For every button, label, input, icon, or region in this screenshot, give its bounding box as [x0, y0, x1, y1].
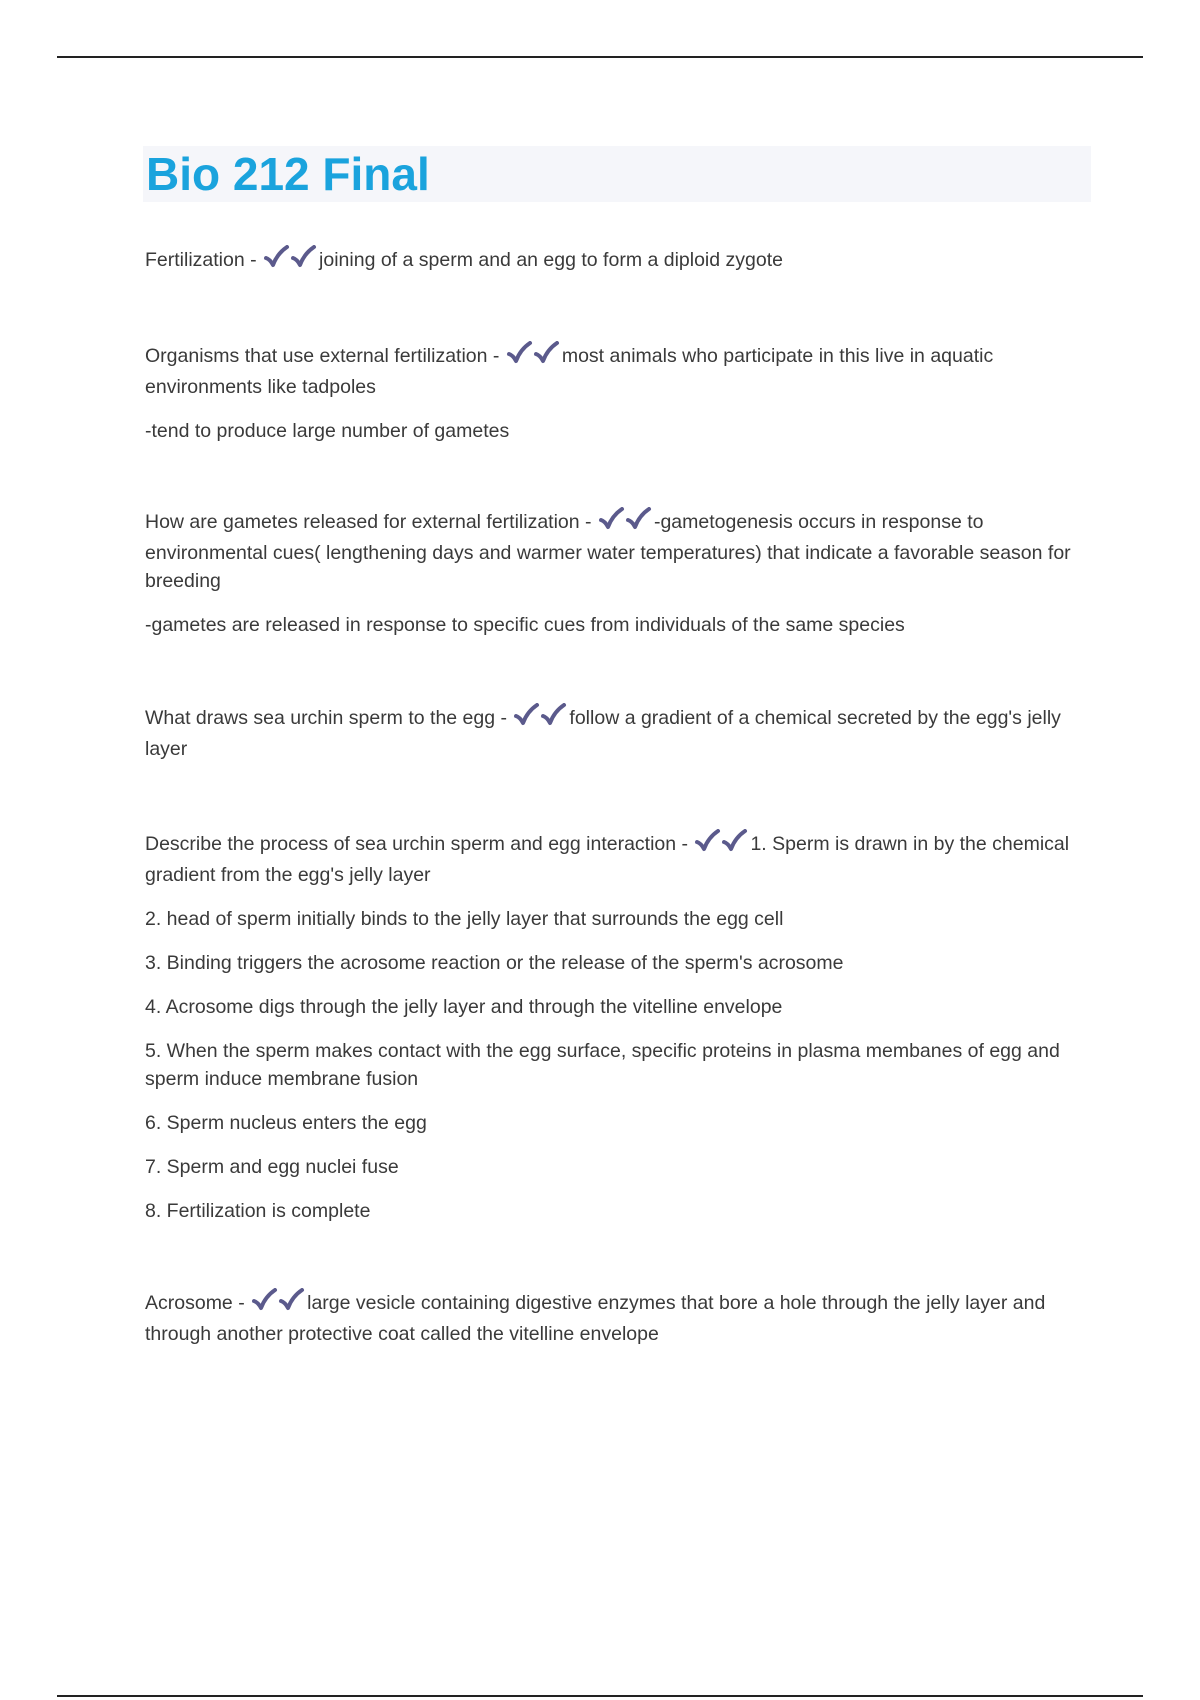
top-rule	[57, 56, 1143, 58]
flashcard-extra-line: -tend to produce large number of gametes	[145, 420, 510, 442]
flashcard	[145, 245, 1095, 277]
double-check-icon	[251, 1288, 305, 1320]
flashcard-question-line	[145, 507, 1095, 595]
double-check-icon	[694, 829, 748, 861]
check-icon	[513, 703, 540, 727]
double-check-icon	[513, 703, 567, 735]
flashcard-answer: most animals who participate in this live in aquatic environments like tadpoles	[145, 345, 994, 398]
flashcard-extra-line: 6. Sperm nucleus enters the egg	[145, 1112, 427, 1134]
flashcard-question-line	[145, 829, 1095, 889]
flashcard-extra-line: 2. head of sperm initially binds to the jelly layer that surrounds the egg cell	[145, 908, 784, 930]
flashcard-extra-line: 3. Binding triggers the acrosome reaction or the release of the sperm's acrosome	[145, 952, 844, 974]
flashcard-term: Describe the process of sea urchin sperm and egg interaction -	[145, 833, 694, 855]
flashcard-answer: 1. Sperm is drawn in by the chemical gradient from the egg's jelly layer	[145, 833, 1070, 886]
flashcard-extra-line: 7. Sperm and egg nuclei fuse	[145, 1156, 399, 1178]
flashcard	[145, 703, 1095, 763]
check-icon	[533, 341, 560, 365]
flashcard-term: Acrosome -	[145, 1292, 251, 1314]
double-check-icon	[506, 341, 560, 373]
flashcard-question-line	[145, 703, 1095, 763]
check-icon	[540, 703, 567, 727]
double-check-icon	[263, 245, 317, 277]
flashcard-extra-line: 5. When the sperm makes contact with the egg surface, specific proteins in plasma membanes of egg and sperm induce membrane fusion	[145, 1040, 1060, 1090]
check-icon	[625, 507, 652, 531]
double-check-icon	[598, 507, 652, 539]
flashcard-answer: follow a gradient of a chemical secreted by the egg's jelly layer	[145, 707, 1061, 760]
check-icon	[251, 1288, 278, 1312]
flashcard	[145, 829, 1095, 1225]
flashcard-question-line	[145, 341, 1095, 401]
flashcard-extra-line: 4. Acrosome digs through the jelly layer and through the vitelline envelope	[145, 996, 783, 1018]
flashcard-answer: large vesicle containing digestive enzymes that bore a hole through the jelly layer and through another protective coat called the vitelline envelope	[145, 1292, 1046, 1345]
document-title: Bio 212 Final	[146, 148, 430, 200]
check-icon	[290, 245, 317, 269]
flashcard-extra-line: -gametes are released in response to specific cues from individuals of the same species	[145, 614, 905, 636]
flashcard	[145, 507, 1095, 639]
flashcard-question-line	[145, 245, 1095, 277]
flashcard	[145, 341, 1095, 445]
check-icon	[506, 341, 533, 365]
flashcard	[145, 1288, 1095, 1348]
bottom-rule	[57, 1695, 1143, 1697]
check-icon	[278, 1288, 305, 1312]
flashcard-question-line	[145, 1288, 1095, 1348]
flashcard-term: Organisms that use external fertilization -	[145, 345, 505, 367]
flashcard-term: What draws sea urchin sperm to the egg -	[145, 707, 513, 729]
flashcard-term: How are gametes released for external fertilization -	[145, 511, 597, 533]
check-icon	[263, 245, 290, 269]
flashcard-list	[145, 245, 1095, 1412]
flashcard-term: Fertilization -	[145, 249, 263, 271]
check-icon	[598, 507, 625, 531]
flashcard-extra-line: 8. Fertilization is complete	[145, 1200, 371, 1222]
check-icon	[721, 829, 748, 853]
check-icon	[694, 829, 721, 853]
flashcard-answer: -gametogenesis occurs in response to environmental cues( lengthening days and warmer water temperatures) that indicate a favorable season for breeding	[145, 511, 1071, 592]
flashcard-answer: joining of a sperm and an egg to form a diploid zygote	[319, 249, 783, 271]
